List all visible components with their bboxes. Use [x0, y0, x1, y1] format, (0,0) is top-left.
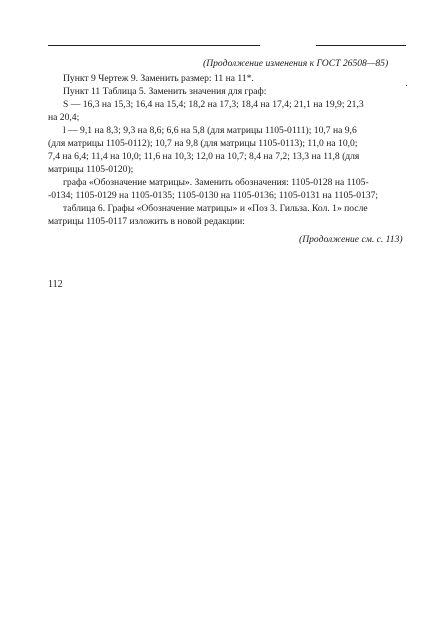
- continuation-header: (Продолжение изменения к ГОСТ 26508—85): [203, 58, 389, 69]
- text-line: l — 9,1 на 8,3; 9,3 на 8,6; 6,6 на 5,8 (для матрицы 1105-0111); 10,7 на 9,6: [63, 125, 357, 136]
- text-line: на 20,4;: [48, 112, 80, 123]
- header-rule-right: [316, 45, 406, 46]
- text-line: матрицы 1105-0120);: [48, 164, 134, 175]
- text-line: матрицы 1105-0117 изложить в новой редакции:: [48, 216, 245, 227]
- text-line: таблица 6. Графы «Обозначение матрицы» и «Поз 3. Гильза. Кол. 1» после: [63, 203, 368, 214]
- continuation-footer: (Продолжение см. с. 113): [299, 234, 403, 245]
- scan-speck: [406, 85, 407, 86]
- text-line: S — 16,3 на 15,3; 16,4 на 15,4; 18,2 на 17,3; 18,4 на 17,4; 21,1 на 19,9; 21,3: [63, 99, 364, 110]
- text-line: (для матрицы 1105-0112); 10,7 на 9,8 (для матрицы 1105-0113); 11,0 на 10,0;: [48, 138, 358, 149]
- text-line: Пункт 11 Таблица 5. Заменить значения для граф:: [63, 86, 267, 97]
- text-line: Пункт 9 Чертеж 9. Заменить размер: 11 на 11*.: [63, 73, 254, 84]
- text-line: 7,4 на 6,4; 11,4 на 10,0; 11,6 на 10,3; 12,0 на 10,7; 8,4 на 7,2; 13,3 на 11,8 (для: [48, 151, 360, 162]
- text-line: -0134; 1105-0129 на 1105-0135; 1105-0130 на 1105-0136; 1105-0131 на 1105-0137;: [48, 190, 379, 201]
- header-rule-left: [48, 45, 260, 46]
- page-number: 112: [48, 279, 63, 290]
- text-line: графа «Обозначение матрицы». Заменить обозначения: 1105-0128 на 1105-: [63, 177, 369, 188]
